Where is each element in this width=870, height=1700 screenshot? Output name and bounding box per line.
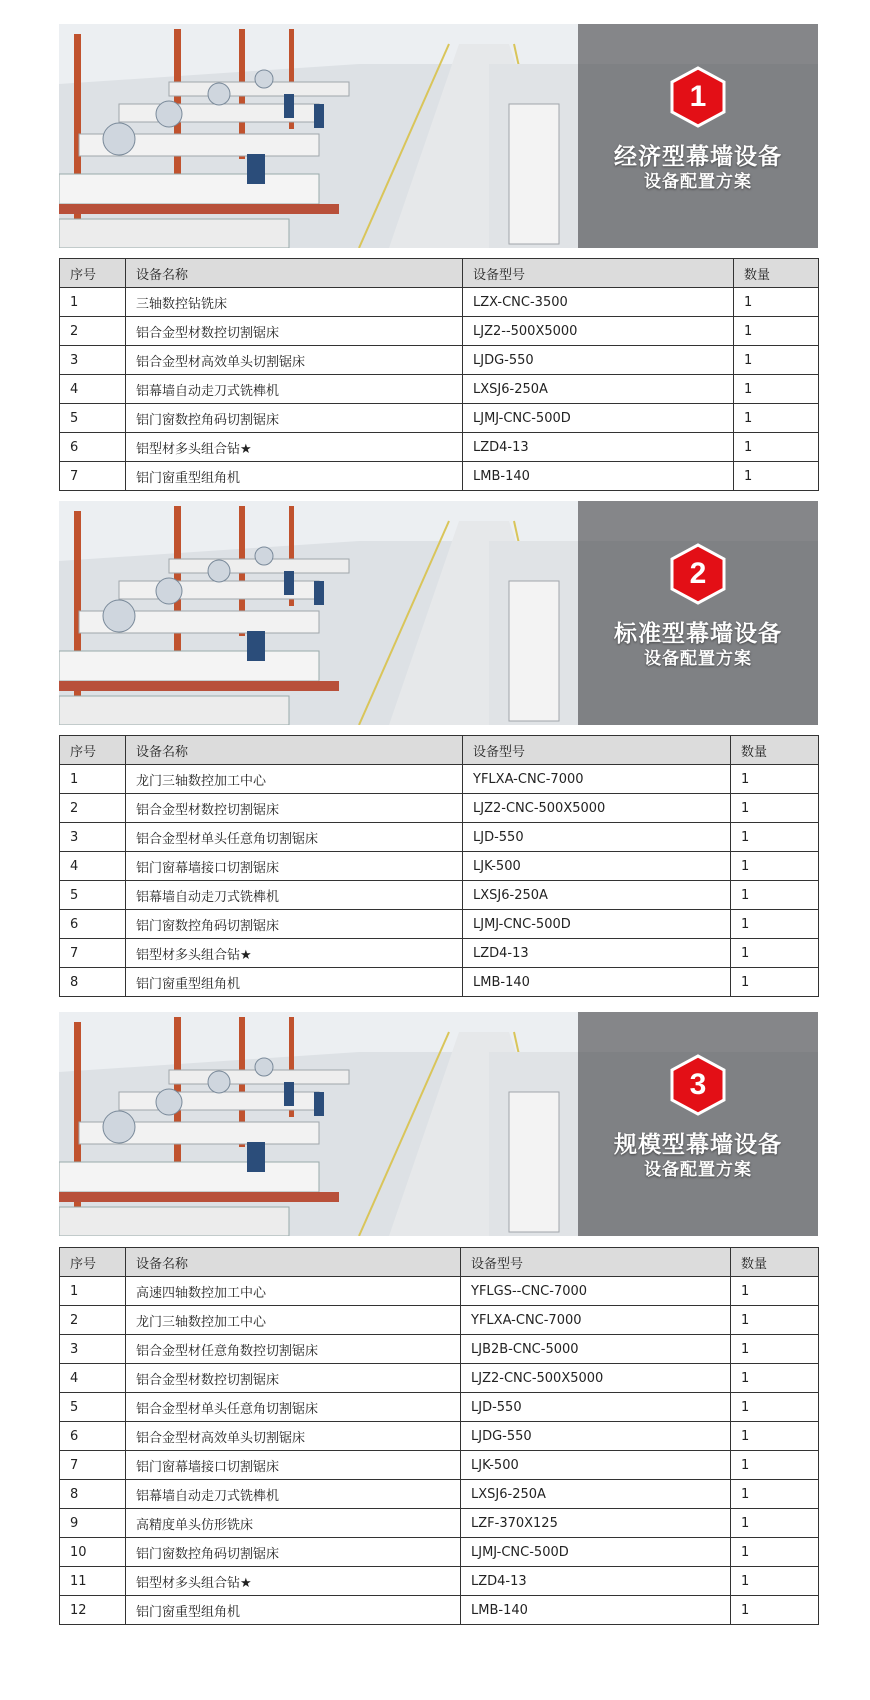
cell-name: 铝合金型材数控切割锯床: [126, 1364, 461, 1393]
cell-name: 铝合金型材数控切割锯床: [126, 794, 463, 823]
section-subtitle: 设备配置方案: [644, 649, 752, 669]
cell-model: YFLXA-CNC-7000: [461, 1306, 731, 1335]
cell-no: 11: [60, 1567, 126, 1596]
cell-name: 铝门窗重型组角机: [126, 462, 463, 491]
cell-qty: 1: [731, 1509, 819, 1538]
cell-name: 铝型材多头组合钻★: [126, 939, 463, 968]
cell-name: 高速四轴数控加工中心: [126, 1277, 461, 1306]
cell-qty: 1: [731, 1277, 819, 1306]
table-row: [60, 1451, 819, 1480]
cell-model: LMB-140: [463, 462, 734, 491]
cell-no: 1: [60, 288, 126, 317]
cell-name: 铝型材多头组合钻★: [126, 433, 463, 462]
cell-name: 铝门窗幕墙接口切割锯床: [126, 1451, 461, 1480]
cell-name: 铝门窗重型组角机: [126, 1596, 461, 1625]
table-row: [60, 1567, 819, 1596]
header-qty: 数量: [731, 1248, 819, 1277]
cell-name: 龙门三轴数控加工中心: [126, 765, 463, 794]
cell-model: LZF-370X125: [461, 1509, 731, 1538]
cell-qty: 1: [734, 433, 819, 462]
cell-name: 铝门窗数控角码切割锯床: [126, 1538, 461, 1567]
cell-qty: 1: [731, 1393, 819, 1422]
cell-no: 4: [60, 1364, 126, 1393]
cell-no: 1: [60, 1277, 126, 1306]
table-row: [60, 1364, 819, 1393]
header-model: 设备型号: [461, 1248, 731, 1277]
table-row: [60, 404, 819, 433]
cell-model: LJMJ-CNC-500D: [463, 910, 731, 939]
cell-qty: 1: [731, 1422, 819, 1451]
header-qty: 数量: [734, 259, 819, 288]
cell-no: 7: [60, 1451, 126, 1480]
cell-no: 5: [60, 404, 126, 433]
cell-name: 铝幕墙自动走刀式铣榫机: [126, 375, 463, 404]
cell-model: LJMJ-CNC-500D: [461, 1538, 731, 1567]
header-model: 设备型号: [463, 259, 734, 288]
table-row: [60, 346, 819, 375]
table-row: [60, 765, 819, 794]
table-row: [60, 1306, 819, 1335]
cell-qty: 1: [731, 881, 819, 910]
cell-no: 1: [60, 765, 126, 794]
table-header-row: [60, 1248, 819, 1277]
badge-number: 2: [689, 557, 707, 590]
table-row: [60, 1335, 819, 1364]
table-row: [60, 462, 819, 491]
cell-model: LJZ2-CNC-500X5000: [463, 794, 731, 823]
cell-no: 6: [60, 1422, 126, 1451]
table-row: [60, 317, 819, 346]
table-row: [60, 1277, 819, 1306]
table-row: [60, 794, 819, 823]
header-name: 设备名称: [126, 1248, 461, 1277]
cell-no: 5: [60, 881, 126, 910]
table-row: [60, 1538, 819, 1567]
cell-model: LXSJ6-250A: [461, 1480, 731, 1509]
cell-qty: 1: [731, 939, 819, 968]
table-header-row: [60, 259, 819, 288]
cell-no: 2: [60, 794, 126, 823]
banner-title-overlay: [578, 1012, 818, 1236]
cell-name: 铝门窗数控角码切割锯床: [126, 404, 463, 433]
badge-2: [670, 543, 726, 605]
section-subtitle: 设备配置方案: [644, 172, 752, 192]
cell-model: LXSJ6-250A: [463, 881, 731, 910]
cell-qty: 1: [734, 346, 819, 375]
cell-qty: 1: [734, 462, 819, 491]
cell-model: LJD-550: [461, 1393, 731, 1422]
header-qty: 数量: [731, 736, 819, 765]
table-row: [60, 1480, 819, 1509]
table-row: [60, 1422, 819, 1451]
cell-name: 铝门窗重型组角机: [126, 968, 463, 997]
table-header-row: [60, 736, 819, 765]
cell-name: 铝门窗幕墙接口切割锯床: [126, 852, 463, 881]
cell-name: 铝合金型材数控切割锯床: [126, 317, 463, 346]
table-row: [60, 823, 819, 852]
badge-3: [670, 1054, 726, 1116]
cell-name: 铝型材多头组合钻★: [126, 1567, 461, 1596]
cell-qty: 1: [731, 1567, 819, 1596]
cell-qty: 1: [734, 404, 819, 433]
cell-qty: 1: [731, 968, 819, 997]
header-name: 设备名称: [126, 259, 463, 288]
cell-qty: 1: [734, 317, 819, 346]
equipment-table: [59, 735, 819, 997]
cell-no: 3: [60, 346, 126, 375]
section-title: 标准型幕墙设备: [614, 621, 782, 647]
cell-name: 铝合金型材单头任意角切割锯床: [126, 1393, 461, 1422]
factory-banner: [59, 24, 818, 248]
config-section-2: [59, 501, 818, 992]
cell-name: 高精度单头仿形铣床: [126, 1509, 461, 1538]
cell-name: 铝幕墙自动走刀式铣榫机: [126, 1480, 461, 1509]
table-row: [60, 1509, 819, 1538]
equipment-table: [59, 1247, 819, 1625]
cell-model: LXSJ6-250A: [463, 375, 734, 404]
cell-no: 6: [60, 433, 126, 462]
table-row: [60, 910, 819, 939]
table-row: [60, 852, 819, 881]
cell-qty: 1: [731, 1538, 819, 1567]
cell-name: 铝合金型材任意角数控切割锯床: [126, 1335, 461, 1364]
section-subtitle: 设备配置方案: [644, 1160, 752, 1180]
cell-model: LJK-500: [461, 1451, 731, 1480]
cell-model: LZD4-13: [463, 433, 734, 462]
cell-no: 6: [60, 910, 126, 939]
cell-name: 铝幕墙自动走刀式铣榫机: [126, 881, 463, 910]
cell-name: 铝合金型材高效单头切割锯床: [126, 346, 463, 375]
cell-model: LJK-500: [463, 852, 731, 881]
table-row: [60, 375, 819, 404]
cell-no: 8: [60, 1480, 126, 1509]
cell-no: 3: [60, 823, 126, 852]
section-title: 规模型幕墙设备: [614, 1132, 782, 1158]
cell-model: YFLXA-CNC-7000: [463, 765, 731, 794]
cell-qty: 1: [731, 1364, 819, 1393]
header-no: 序号: [60, 736, 126, 765]
cell-no: 5: [60, 1393, 126, 1422]
cell-no: 4: [60, 375, 126, 404]
cell-model: LZD4-13: [461, 1567, 731, 1596]
cell-model: LJD-550: [463, 823, 731, 852]
cell-qty: 1: [731, 1596, 819, 1625]
cell-qty: 1: [731, 1335, 819, 1364]
cell-qty: 1: [731, 794, 819, 823]
cell-qty: 1: [731, 1451, 819, 1480]
cell-qty: 1: [734, 375, 819, 404]
header-model: 设备型号: [463, 736, 731, 765]
factory-banner: [59, 501, 818, 725]
table-row: [60, 288, 819, 317]
cell-no: 9: [60, 1509, 126, 1538]
cell-name: 龙门三轴数控加工中心: [126, 1306, 461, 1335]
cell-model: LJMJ-CNC-500D: [463, 404, 734, 433]
config-section-3: [59, 1012, 818, 1620]
cell-no: 12: [60, 1596, 126, 1625]
cell-model: YFLGS--CNC-7000: [461, 1277, 731, 1306]
badge-1: [670, 66, 726, 128]
cell-no: 2: [60, 317, 126, 346]
config-section-1: [59, 24, 818, 486]
section-title: 经济型幕墙设备: [614, 144, 782, 170]
header-no: 序号: [60, 259, 126, 288]
cell-name: 铝合金型材单头任意角切割锯床: [126, 823, 463, 852]
cell-no: 10: [60, 1538, 126, 1567]
cell-qty: 1: [734, 288, 819, 317]
cell-no: 4: [60, 852, 126, 881]
cell-model: LZD4-13: [463, 939, 731, 968]
cell-name: 铝门窗数控角码切割锯床: [126, 910, 463, 939]
cell-no: 8: [60, 968, 126, 997]
cell-qty: 1: [731, 910, 819, 939]
cell-qty: 1: [731, 823, 819, 852]
cell-model: LJB2B-CNC-5000: [461, 1335, 731, 1364]
header-no: 序号: [60, 1248, 126, 1277]
cell-model: LMB-140: [463, 968, 731, 997]
cell-model: LJZ2--500X5000: [463, 317, 734, 346]
factory-banner: [59, 1012, 818, 1236]
cell-no: 7: [60, 462, 126, 491]
badge-number: 1: [689, 80, 707, 113]
cell-model: LJDG-550: [461, 1422, 731, 1451]
badge-number: 3: [689, 1068, 707, 1101]
table-row: [60, 939, 819, 968]
header-name: 设备名称: [126, 736, 463, 765]
cell-qty: 1: [731, 765, 819, 794]
table-row: [60, 433, 819, 462]
cell-model: LJZ2-CNC-500X5000: [461, 1364, 731, 1393]
equipment-table: [59, 258, 819, 491]
cell-no: 2: [60, 1306, 126, 1335]
table-row: [60, 881, 819, 910]
cell-no: 3: [60, 1335, 126, 1364]
cell-qty: 1: [731, 1306, 819, 1335]
banner-title-overlay: [578, 501, 818, 725]
cell-qty: 1: [731, 1480, 819, 1509]
cell-model: LZX-CNC-3500: [463, 288, 734, 317]
cell-qty: 1: [731, 852, 819, 881]
cell-no: 7: [60, 939, 126, 968]
table-row: [60, 968, 819, 997]
table-row: [60, 1596, 819, 1625]
cell-name: 铝合金型材高效单头切割锯床: [126, 1422, 461, 1451]
cell-model: LMB-140: [461, 1596, 731, 1625]
cell-model: LJDG-550: [463, 346, 734, 375]
banner-title-overlay: [578, 24, 818, 248]
table-row: [60, 1393, 819, 1422]
cell-name: 三轴数控钻铣床: [126, 288, 463, 317]
